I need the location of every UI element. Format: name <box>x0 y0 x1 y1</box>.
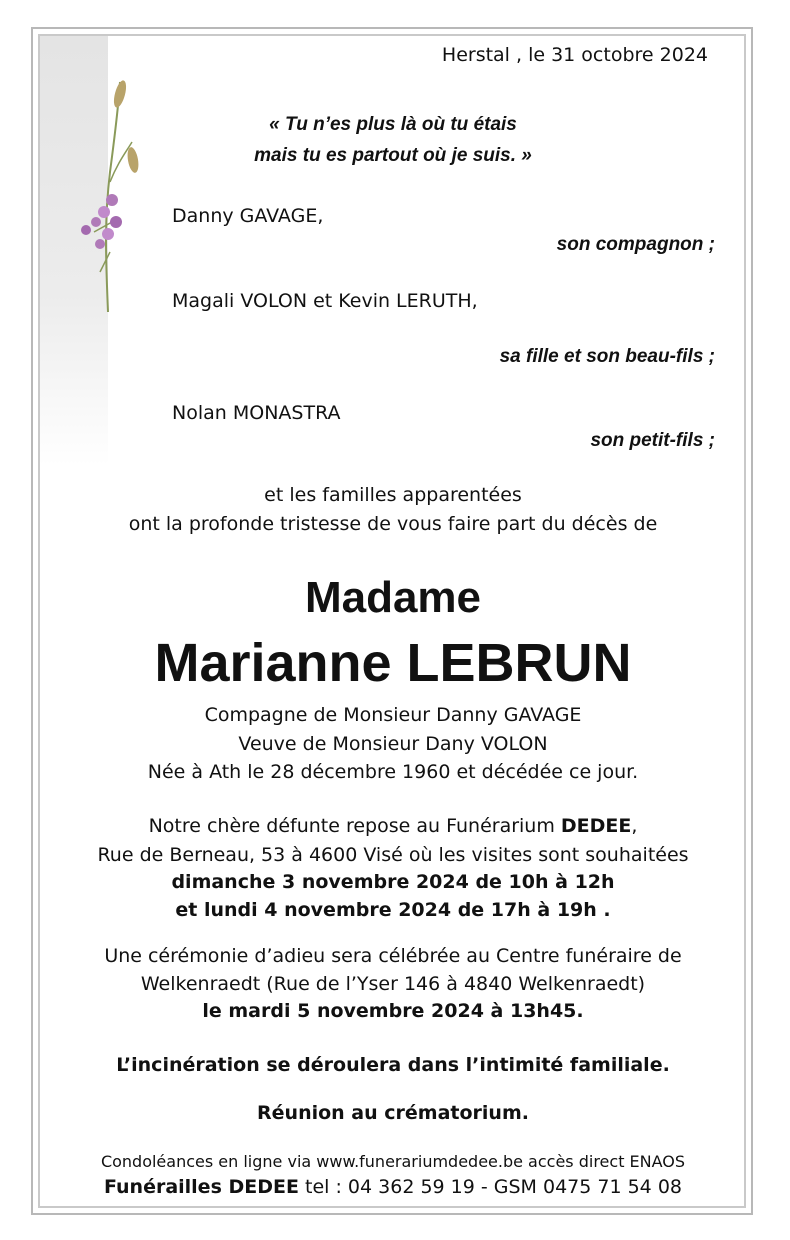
deceased-title: Madame <box>304 573 482 622</box>
deceased-info-3: Née à Ath le 28 décembre 1960 et décédée ce jour. <box>147 761 639 783</box>
visitation-suffix: , <box>631 815 638 837</box>
quote-line-2: mais tu es partout où je suis. » <box>254 145 532 166</box>
ceremony-line-2: Welkenraedt (Rue de l’Yser 146 à 4840 Welkenraedt) <box>140 973 646 995</box>
contact-numbers: tel : 04 362 59 19 - GSM 0475 71 54 08 <box>298 1176 682 1198</box>
deceased-name: Marianne LEBRUN <box>154 633 632 693</box>
flower-illustration <box>66 72 146 317</box>
visitation-line-2: Rue de Berneau, 53 à 4600 Visé où les visites sont souhaitées <box>97 844 689 866</box>
ceremony-line-3: le mardi 5 novembre 2024 à 13h45. <box>202 1000 584 1022</box>
visitation-line-4: et lundi 4 novembre 2024 de 17h à 19h . <box>175 899 611 921</box>
visitation-line-1 <box>40 815 746 837</box>
family-name-1: Danny GAVAGE, <box>172 205 324 227</box>
visitation-line-3: dimanche 3 novembre 2024 de 10h à 12h <box>171 871 615 893</box>
company-name: Funérailles DEDEE <box>103 1176 299 1198</box>
funeral-home-name: DEDEE <box>560 815 632 837</box>
announcement-line-2: ont la profonde tristesse de vous faire part du décès de <box>128 513 658 535</box>
family-name-2: Magali VOLON et Kevin LERUTH, <box>172 290 478 312</box>
quote-line-1: « Tu n’es plus là où tu étais <box>269 114 517 135</box>
family-relation-2: sa fille et son beau-fils ; <box>499 346 715 367</box>
ceremony-line-1: Une cérémonie d’adieu sera célébrée au Centre funéraire de <box>104 945 682 967</box>
family-name-3: Nolan MONASTRA <box>172 402 341 424</box>
deceased-info-1: Compagne de Monsieur Danny GAVAGE <box>204 704 582 726</box>
meeting-note: Réunion au crématorium. <box>257 1102 529 1124</box>
footer-contact <box>40 1176 746 1198</box>
family-relation-3: son petit-fils ; <box>590 430 715 451</box>
family-relation-1: son compagnon ; <box>556 234 715 255</box>
visitation-prefix: Notre chère défunte repose au Funérarium <box>148 815 561 837</box>
condolences-line: Condoléances en ligne via www.funerariumdedee.be accès direct ENAOS <box>100 1152 686 1171</box>
announcement-line-1: et les familles apparentées <box>264 484 522 506</box>
deceased-info-2: Veuve de Monsieur Dany VOLON <box>238 733 548 755</box>
place-date: Herstal , le 31 octobre 2024 <box>441 44 708 66</box>
cremation-note: L’incinération se déroulera dans l’intimité familiale. <box>116 1054 670 1076</box>
